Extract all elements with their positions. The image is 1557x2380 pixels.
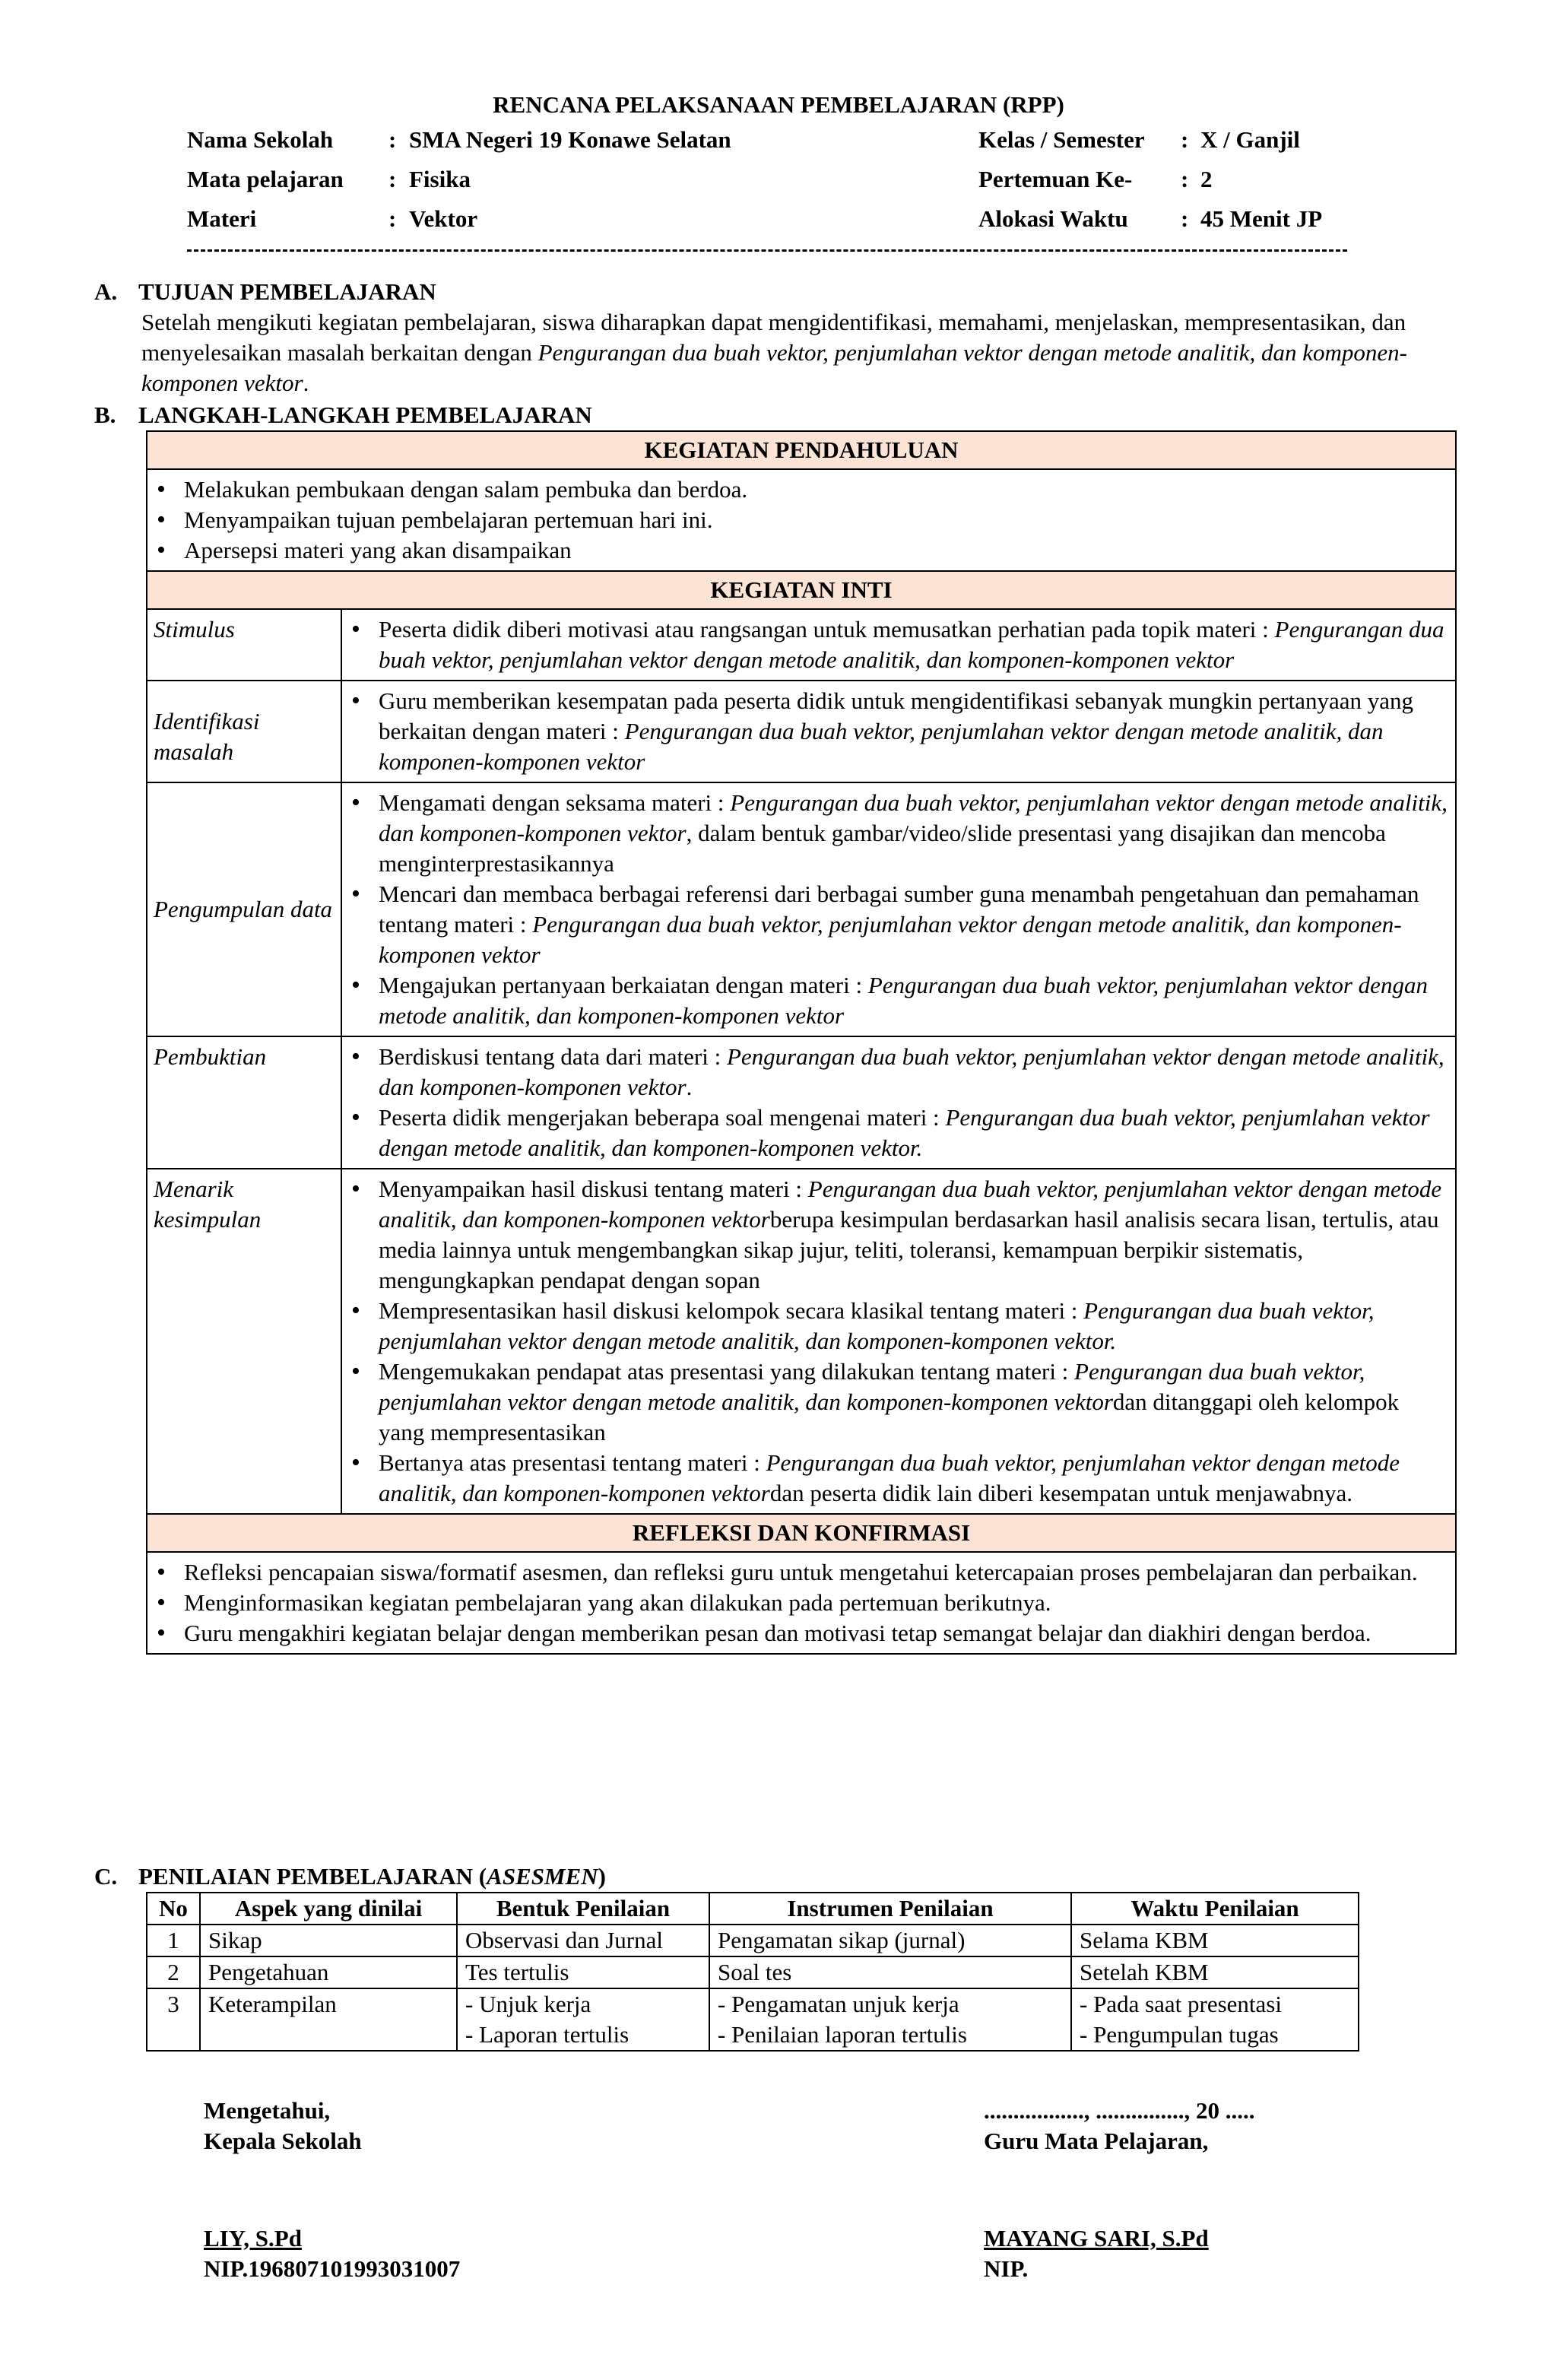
identity-value: X / Ganjil xyxy=(1200,126,1300,153)
section-a-heading xyxy=(94,277,436,307)
pendahuluan-list xyxy=(154,474,1449,566)
table-row xyxy=(147,1036,1456,1169)
identity-label: Nama Sekolah xyxy=(187,126,334,153)
item-text: Guru memberikan kesempatan pada peserta didik untuk mengidentifikasi sebanyak mungkin pertanyaan yang berkaitan dengan materi : xyxy=(379,687,1414,744)
table-row xyxy=(147,571,1456,609)
item-topic: Pengurangan dua buah vektor, penjumlahan vektor dengan metode analitik, dan komponen-komponen vektor xyxy=(379,616,1444,673)
phase-label-identifikasi: Identifikasi masalah xyxy=(147,681,341,782)
section-number: B. xyxy=(94,401,116,428)
list-item xyxy=(348,614,1449,675)
identity-label: Kelas / Semester xyxy=(978,126,1145,153)
list-item xyxy=(348,788,1449,879)
table-row xyxy=(147,1514,1456,1552)
signature-name: MAYANG SARI, S.Pd xyxy=(984,2225,1209,2251)
document-title: RENCANA PELAKSANAAN PEMBELAJARAN (RPP) xyxy=(493,91,1064,118)
identity-value: SMA Negeri 19 Konawe Selatan xyxy=(409,126,731,153)
item-text: Mengajukan pertanyaan berkaiatan dengan materi : xyxy=(379,972,868,998)
item-text: . xyxy=(686,1074,693,1100)
list-item xyxy=(348,686,1449,777)
table-cell: Pengamatan sikap (jurnal) xyxy=(709,1925,1071,1956)
list-item xyxy=(348,1357,1449,1448)
item-topic: Pengurangan dua buah vektor, penjumlahan vektor dengan metode analitik, dan komponen-komponen vektor xyxy=(379,718,1384,775)
table-row xyxy=(147,1956,1359,1988)
table-header-row xyxy=(147,1893,1359,1925)
phase-label-pengumpulan: Pengumpulan data xyxy=(147,782,341,1036)
signature-line: ................., ..............., 20 ..... xyxy=(984,2097,1255,2124)
item-topic: Pengurangan dua buah vektor, penjumlahan vektor dengan metode analitik, dan komponen-komponen vektor. xyxy=(379,1297,1375,1354)
item-text: Mencari dan membaca berbagai referensi dari berbagai sumber guna menambah pengetahuan dan pemahaman tentang materi : xyxy=(379,881,1419,938)
cell-line: - Laporan tertulis xyxy=(465,2021,629,2048)
list-item xyxy=(348,1103,1449,1163)
signature-name: LIY, S.Pd xyxy=(204,2225,302,2251)
item-topic: Pengurangan dua buah vektor, penjumlahan vektor dengan metode analitik, dan komponen-komponen vektor xyxy=(379,911,1402,968)
identity-colon: : xyxy=(1181,166,1189,192)
section-title-italic: ASESMEN xyxy=(487,1863,598,1890)
refleksi-list xyxy=(154,1557,1449,1649)
section-a-paragraph xyxy=(141,307,1472,398)
list-item xyxy=(348,1174,1449,1296)
list-item: • Apersepsi materi yang akan disampaikan xyxy=(154,535,1449,566)
phase-content xyxy=(341,609,1456,681)
phase-content xyxy=(341,1169,1456,1514)
identity-row xyxy=(187,125,1373,164)
item-topic: Pengurangan dua buah vektor, penjumlahan vektor dengan metode analitik, dan komponen-komponen vektor xyxy=(379,1176,1442,1233)
table-cell: Keterampilan xyxy=(200,1988,457,2051)
item-text: Mengamati dengan seksama materi : xyxy=(379,789,731,816)
cell-line: - Unjuk kerja xyxy=(465,1991,591,2017)
signature-space xyxy=(204,2156,460,2223)
identity-label: Mata pelajaran xyxy=(187,166,344,192)
identity-label: Materi xyxy=(187,205,257,232)
identity-colon: : xyxy=(388,166,397,192)
signature-nip: NIP. xyxy=(984,2255,1029,2282)
list-item: • Menginformasikan kegiatan pembelajaran yang akan dilakukan pada pertemuan berikutnya. xyxy=(154,1588,1449,1618)
section-title: PENILAIAN PEMBELAJARAN ( xyxy=(138,1863,487,1890)
item-text: Bertanya atas presentasi tentang materi : xyxy=(379,1449,766,1476)
pendahuluan-cell xyxy=(147,469,1456,571)
column-header: Aspek yang dinilai xyxy=(200,1893,457,1925)
section-b-heading xyxy=(94,400,592,430)
cell-line: - Penilaian laporan tertulis xyxy=(718,2021,967,2048)
column-header: Instrumen Penilaian xyxy=(709,1893,1071,1925)
table-row xyxy=(147,782,1456,1036)
item-text: Peserta didik diberi motivasi atau rangsangan untuk memusatkan perhatian pada topik materi : xyxy=(379,616,1275,643)
item-text: dan peserta didik lain diberi kesempatan untuk menjawabnya. xyxy=(769,1480,1352,1506)
identity-row xyxy=(187,164,1373,204)
signature-role: Guru Mata Pelajaran, xyxy=(984,2128,1209,2154)
table-row xyxy=(147,681,1456,782)
item-text: Mempresentasikan hasil diskusi kelompok secara klasikal tentang materi : xyxy=(379,1297,1084,1324)
cell-line: - Pengumpulan tugas xyxy=(1080,2021,1279,2048)
table-row xyxy=(147,1988,1359,2051)
table-cell: Pengetahuan xyxy=(200,1956,457,1988)
paragraph-end: . xyxy=(303,370,309,396)
table-cell xyxy=(457,1988,709,2051)
table-row xyxy=(147,1169,1456,1514)
column-header: No xyxy=(147,1893,200,1925)
table-cell: Sikap xyxy=(200,1925,457,1956)
item-text: Berdiskusi tentang data dari materi : xyxy=(379,1043,727,1070)
identity-value: Fisika xyxy=(409,166,471,192)
table-cell: Observasi dan Jurnal xyxy=(457,1925,709,1956)
phase-label-pembuktian: Pembuktian xyxy=(147,1036,341,1169)
phase-content xyxy=(341,1036,1456,1169)
table-cell: 1 xyxy=(147,1925,200,1956)
section-title: LANGKAH-LANGKAH PEMBELAJARAN xyxy=(138,401,592,428)
section-title: TUJUAN PEMBELAJARAN xyxy=(138,278,436,305)
table-cell: Selama KBM xyxy=(1071,1925,1359,1956)
table-row xyxy=(147,469,1456,571)
item-topic: Pengurangan dua buah vektor, penjumlahan vektor dengan metode analitik, dan komponen-komponen vektor. xyxy=(379,1104,1430,1161)
assessment-table xyxy=(146,1892,1359,2052)
phase-content xyxy=(341,782,1456,1036)
list-item: • Menyampaikan tujuan pembelajaran pertemuan hari ini. xyxy=(154,505,1449,535)
list-item xyxy=(348,1296,1449,1357)
identity-row xyxy=(187,204,1373,243)
table-cell xyxy=(709,1988,1071,2051)
table-cell xyxy=(1071,1988,1359,2051)
identity-block xyxy=(187,125,1373,243)
paragraph-text: Setelah mengikuti kegiatan pembelajaran, siswa diharapkan dapat mengidentifikasi, memahami, menjelaskan, mempresentasikan, dan menyelesaikan masalah berkaitan dengan xyxy=(141,309,1406,366)
item-topic: Pengurangan dua buah vektor, penjumlahan vektor dengan metode analitik, dan komponen-komponen vektor xyxy=(379,1043,1444,1100)
item-topic: Pengurangan dua buah vektor, penjumlahan vektor dengan metode analitik, dan komponen-komponen vektor xyxy=(379,972,1428,1029)
section-title-end: ) xyxy=(598,1863,606,1890)
item-topic: Pengurangan dua buah vektor, penjumlahan vektor dengan metode analitik, dan komponen-komponen vektor xyxy=(379,789,1448,846)
identity-colon: : xyxy=(1181,126,1189,153)
list-item: • Melakukan pembukaan dengan salam pembuka dan berdoa. xyxy=(154,474,1449,505)
paragraph-italic: Pengurangan dua buah vektor, penjumlahan vektor dengan metode analitik, dan komponen-komponen vektor xyxy=(141,339,1407,396)
list-item xyxy=(348,879,1449,970)
section-c-heading xyxy=(94,1861,606,1892)
identity-colon: : xyxy=(388,205,397,232)
signature-right xyxy=(984,2096,1255,2284)
learning-steps-table xyxy=(146,430,1457,1655)
item-text: Peserta didik mengerjakan beberapa soal mengenai materi : xyxy=(379,1104,946,1131)
refleksi-header: REFLEKSI DAN KONFIRMASI xyxy=(147,1514,1456,1552)
identity-value: 45 Menit JP xyxy=(1200,205,1323,232)
item-text: , dalam bentuk gambar/video/slide presentasi yang disajikan dan mencoba menginterprestasikannya xyxy=(379,820,1386,877)
pendahuluan-header: KEGIATAN PENDAHULUAN xyxy=(147,431,1456,469)
item-text: dan ditanggapi oleh kelompok yang mempresentasikan xyxy=(379,1388,1400,1445)
cell-line: - Pengamatan unjuk kerja xyxy=(718,1991,959,2017)
identity-colon: : xyxy=(1181,205,1189,232)
item-topic: Pengurangan dua buah vektor, penjumlahan vektor dengan metode analitik, dan komponen-komponen vektor xyxy=(379,1449,1400,1506)
column-header: Bentuk Penilaian xyxy=(457,1893,709,1925)
dashed-divider xyxy=(187,249,1347,252)
list-item xyxy=(348,970,1449,1031)
list-item: • Guru mengakhiri kegiatan belajar dengan memberikan pesan dan motivasi tetap semangat belajar dan diakhiri dengan berdoa. xyxy=(154,1618,1449,1649)
list-item xyxy=(348,1448,1449,1509)
item-text: berupa kesimpulan berdasarkan hasil analisis secara lisan, tertulis, atau media lainnya untuk mengembangkan sikap jujur, teliti, toleransi, kemampuan berpikir sistematis, mengungkapkan pendapat dengan sopan xyxy=(379,1206,1439,1293)
section-number: A. xyxy=(94,278,118,305)
refleksi-cell xyxy=(147,1552,1456,1654)
identity-colon: : xyxy=(388,126,397,153)
table-row xyxy=(147,609,1456,681)
identity-value: Vektor xyxy=(409,205,478,232)
item-text: Mengemukakan pendapat atas presentasi yang dilakukan tentang materi : xyxy=(379,1358,1075,1385)
item-topic: Pengurangan dua buah vektor, penjumlahan vektor dengan metode analitik, dan komponen-komponen vektor xyxy=(379,1358,1365,1415)
signature-left xyxy=(204,2096,460,2284)
table-cell: Setelah KBM xyxy=(1071,1956,1359,1988)
table-cell: 3 xyxy=(147,1988,200,2051)
cell-line: - Pada saat presentasi xyxy=(1080,1991,1282,2017)
section-number: C. xyxy=(94,1863,118,1890)
signature-space xyxy=(984,2156,1255,2223)
list-item xyxy=(348,1042,1449,1103)
column-header: Waktu Penilaian xyxy=(1071,1893,1359,1925)
table-row xyxy=(147,1552,1456,1654)
identity-value: 2 xyxy=(1200,166,1213,192)
signature-role: Kepala Sekolah xyxy=(204,2128,362,2154)
phase-content xyxy=(341,681,1456,782)
list-item: • Refleksi pencapaian siswa/formatif asesmen, dan refleksi guru untuk mengetahui ketercapaian proses pembelajaran dan perbaikan. xyxy=(154,1557,1449,1588)
phase-label-stimulus: Stimulus xyxy=(147,609,341,681)
identity-label: Pertemuan Ke- xyxy=(978,166,1133,192)
table-cell: Tes tertulis xyxy=(457,1956,709,1988)
phase-label-kesimpulan: Menarik kesimpulan xyxy=(147,1169,341,1514)
table-cell: Soal tes xyxy=(709,1956,1071,1988)
identity-label: Alokasi Waktu xyxy=(978,205,1128,232)
table-row xyxy=(147,431,1456,469)
inti-header: KEGIATAN INTI xyxy=(147,571,1456,609)
signature-line: Mengetahui, xyxy=(204,2097,331,2124)
table-row xyxy=(147,1925,1359,1956)
table-cell: 2 xyxy=(147,1956,200,1988)
signature-nip: NIP.196807101993031007 xyxy=(204,2255,461,2282)
item-text: Menyampaikan hasil diskusi tentang materi : xyxy=(379,1176,808,1202)
